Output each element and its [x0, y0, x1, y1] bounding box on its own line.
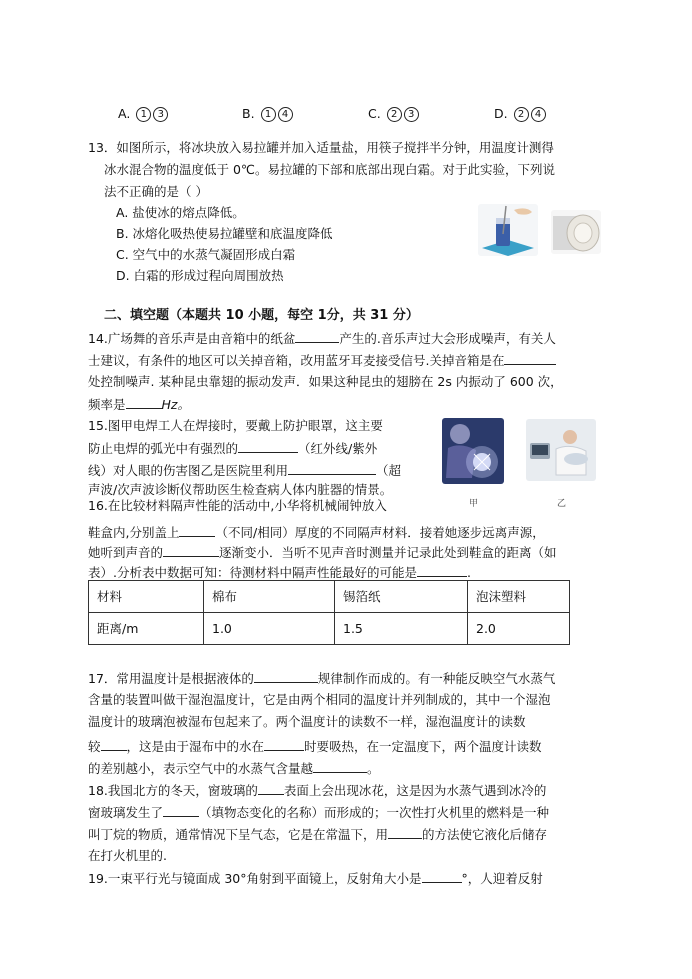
- material-table: [88, 580, 570, 645]
- answer-blank[interactable]: [179, 522, 215, 537]
- q14-line1: 14.广场舞的音乐声是由音箱中的纸盆 产生的.音乐声过大会形成噪声，有关人: [88, 328, 556, 349]
- q17-line1: 17．常用温度计是根据液体的 规律制作而成的。有一种能反映空气水蒸气: [88, 668, 555, 689]
- answer-blank[interactable]: [264, 736, 304, 751]
- q16-line4: 表）.分析表中数据可知：待测材料中隔声性能最好的可能是 .: [88, 562, 471, 583]
- option-c[interactable]: C. 2 3: [368, 104, 419, 124]
- q13-line3: 法不正确的是（ ）: [104, 184, 208, 199]
- q13-line2: 冰水混合物的温度低于 0℃。易拉罐的下部和底部出现白霜。对于此实验，下列说: [104, 162, 555, 177]
- circle-number: 2: [387, 107, 402, 122]
- answer-blank[interactable]: [163, 542, 219, 557]
- answer-blank[interactable]: [504, 350, 556, 365]
- answer-blank[interactable]: [295, 328, 339, 343]
- q15-line4: 声波/次声波诊断仪帮助医生检查病人体内脏器的情景。: [88, 482, 393, 497]
- option-d[interactable]: D. 2 4: [494, 104, 546, 124]
- circle-number: 4: [531, 107, 546, 122]
- circle-number: 1: [136, 107, 151, 122]
- circle-number: 2: [514, 107, 529, 122]
- table-cell: 1.0: [204, 613, 335, 645]
- q12-options: [118, 104, 598, 126]
- table-cell: 锡箔纸: [335, 581, 468, 613]
- answer-blank[interactable]: [163, 802, 199, 817]
- answer-blank[interactable]: [388, 824, 422, 839]
- q14-line3: 处控制噪声. 某种昆虫靠翅的振动发声．如果这种昆虫的翅膀在 2s 内振动了 600 次，: [88, 374, 563, 389]
- answer-blank[interactable]: [254, 668, 318, 683]
- q17-line3: 温度计的玻璃泡被湿布包起来了。两个温度计的读数不一样，湿泡温度计的读数: [88, 714, 526, 729]
- q15-line3: 线）对人眼的伤害图乙是医院里利用 （超: [88, 460, 401, 481]
- ice-can-photo: [478, 204, 538, 256]
- q18-line4: 在打火机里的.: [88, 848, 167, 863]
- q13-option-c[interactable]: C. 空气中的水蒸气凝固形成白霜: [116, 247, 296, 262]
- answer-blank[interactable]: [417, 562, 467, 577]
- q18-line2: 窗玻璃发生了 （填物态变化的名称）而形成的；一次性打火机里的燃料是一种: [88, 802, 549, 823]
- q13-option-b[interactable]: B. 冰熔化吸热使易拉罐壁和底温度降低: [116, 226, 333, 241]
- table-cell: 棉布: [204, 581, 335, 613]
- answer-blank[interactable]: [126, 394, 162, 409]
- q16-line3: 她听到声音的 逐渐变小．当听不见声音时测量并记录此处到鞋盒的距离（如: [88, 542, 557, 563]
- frost-can-bottom-photo: [551, 210, 601, 254]
- option-b[interactable]: B. 1 4: [242, 104, 293, 124]
- circle-number: 1: [261, 107, 276, 122]
- table-cell: 距离/m: [89, 613, 204, 645]
- option-a[interactable]: A. 1 3: [118, 104, 168, 124]
- q17-line5: 的差别越小，表示空气中的水蒸气含量越 。: [88, 758, 380, 779]
- table-cell: 2.0: [468, 613, 570, 645]
- answer-blank[interactable]: [422, 868, 462, 883]
- circle-number: 3: [153, 107, 168, 122]
- ultrasound-photo: [526, 419, 596, 481]
- q16-line2: 鞋盒内,分别盖上 （不同/相同）厚度的不同隔声材料．接着她逐步远离声源，: [88, 522, 545, 543]
- answer-blank[interactable]: [288, 460, 376, 475]
- caption-yi: 乙: [557, 499, 567, 509]
- table-cell: 泡沫塑料: [468, 581, 570, 613]
- q18-line1: 18.我国北方的冬天，窗玻璃的 表面上会出现冰花，这是因为水蒸气遇到冰冷的: [88, 780, 546, 801]
- q14-line4: 频率是 Hz。: [88, 394, 190, 415]
- q17-line4: 较 ，这是由于湿布中的水在 时要吸热，在一定温度下，两个温度计读数: [88, 736, 542, 757]
- answer-blank[interactable]: [258, 780, 284, 795]
- q15-line2: 防止电焊的弧光中有强烈的 （红外线/紫外: [88, 438, 377, 459]
- circle-number: 3: [404, 107, 419, 122]
- welder-photo: [442, 418, 504, 484]
- table-cell: 材料: [89, 581, 204, 613]
- table-row: [89, 581, 570, 613]
- table-cell: 1.5: [335, 613, 468, 645]
- section-title: 二、填空题（本题共 10 小题，每空 1分，共 31 分）: [104, 308, 419, 323]
- q13-line1: 13．如图所示，将冰块放入易拉罐并加入适量盐，用筷子搅拌半分钟，用温度计测得: [88, 140, 554, 155]
- q15-line1: 15.图甲电焊工人在焊接时，要戴上防护眼罩，这主要: [88, 418, 383, 433]
- q17-line2: 含量的装置叫做干湿泡温度计，它是由两个相同的温度计并列制成的，其中一个湿泡: [88, 692, 551, 707]
- q13-option-a[interactable]: A. 盐使冰的熔点降低。: [116, 205, 245, 220]
- q13-option-d[interactable]: D. 白霜的形成过程向周围放热: [116, 268, 284, 283]
- q18-line3: 叫丁烷的物质，通常情况下呈气态，它是在常温下，用 的方法使它液化后储存: [88, 824, 547, 845]
- table-row: [89, 613, 570, 645]
- circle-number: 4: [278, 107, 293, 122]
- caption-jia: 甲: [469, 499, 479, 509]
- answer-blank[interactable]: [238, 438, 298, 453]
- answer-blank[interactable]: [101, 736, 127, 751]
- q14-line2: 士建议，有条件的地区可以关掉音箱，改用蓝牙耳麦接受信号.关掉音箱是在: [88, 350, 556, 371]
- q19-line1: 19.一束平行光与镜面成 30°角射到平面镜上，反射角大小是 °，人迎着反射: [88, 868, 543, 889]
- answer-blank[interactable]: [313, 758, 367, 773]
- q16-line1: 16.在比较材料隔声性能的活动中,小华将机械闹钟放入: [88, 498, 387, 513]
